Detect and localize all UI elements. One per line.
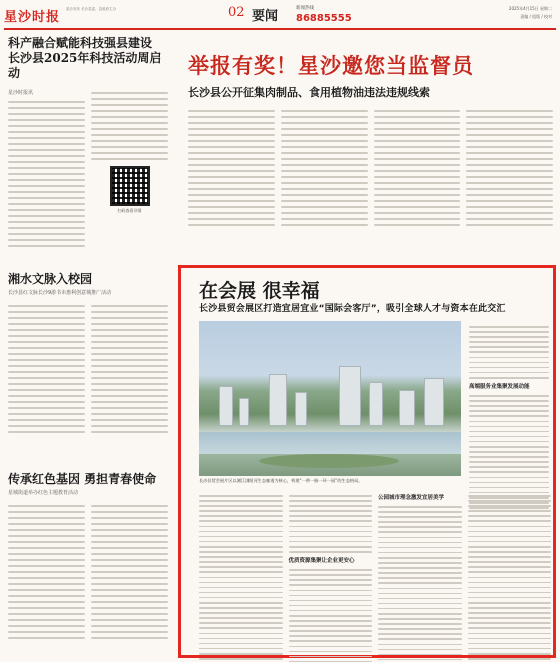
editor-meta: 责编 / 组版 / 校对 (520, 14, 552, 19)
article-title: 科产融合赋能科技强县建设 长沙县2025年科技活动周启动 (8, 36, 162, 80)
article-title: 湘水文脉入校园 (8, 272, 93, 286)
article-body (91, 305, 168, 437)
feature-col-2 (289, 490, 373, 662)
article-subtitle: 星城街道举办红色主题教育活动 (8, 490, 79, 496)
banner-text-col (466, 110, 553, 230)
article-tech-week (8, 36, 168, 251)
page-number: 02 (228, 5, 245, 20)
article-red-gene (8, 472, 168, 643)
hotline-label: 新闻热线 (296, 6, 314, 11)
feature-col-4 (468, 495, 552, 662)
banner-text-col (374, 110, 461, 230)
feature-body (199, 490, 551, 662)
article-body (91, 505, 168, 643)
banner-subtitle: 长沙县公开征集肉制品、食用植物油违法违规线索 (188, 86, 430, 99)
article-body (91, 92, 168, 160)
banner-text-col (188, 110, 275, 230)
article-subtitle: 长沙县红文脉长沙9游书市惠利创意城推广活动 (8, 290, 112, 296)
feature-subtitle: 长沙县贸会展区打造宜居宜业“国际会客厅”，吸引全球人才与资本在此交汇 (199, 304, 506, 314)
feature-aerial-photo (199, 321, 461, 476)
article-body (8, 101, 85, 247)
subhead: 优质资源集聚让企业更安心 (288, 558, 355, 565)
masthead (0, 0, 560, 30)
banner-text-col (281, 110, 368, 230)
qr-code[interactable] (110, 166, 150, 206)
feature-col-3 (378, 490, 462, 662)
article-title: 传承红色基因 勇担青春使命 (8, 472, 157, 486)
article-body (8, 305, 85, 437)
issue-date: 2025年4月15日 星期二 (508, 6, 552, 11)
photo-caption: 长沙县贸会展片区以湘江浏阳河生态廊道为核心，构建“一带一脉一环一园”的生态格局。 (199, 478, 363, 483)
feature-title: 在会展 很幸福 (199, 280, 320, 302)
banner-headline (188, 50, 558, 100)
feature-col-1 (199, 495, 283, 662)
banner-body (188, 105, 553, 230)
article-culture-school (8, 272, 168, 437)
article-body (8, 505, 85, 643)
subhead: 公园城市理念激发宜居美学 (378, 495, 445, 501)
section-name: 要闻 (252, 9, 279, 24)
feature-article-highlight[interactable] (178, 265, 556, 658)
header-rule (4, 28, 556, 30)
qr-caption: 扫码查看详情 (117, 208, 142, 213)
brand-subtitle: 星沙发布 长沙县委、县政府主办 (66, 7, 117, 11)
banner-title: 举报有奖！星沙邀您当监督员 (188, 53, 474, 78)
article-byline: 星沙时报讯 (8, 90, 34, 96)
newspaper-brand: 星沙时报 (4, 10, 61, 25)
subhead: 高端服务业集聚发展动能 (469, 384, 530, 391)
hotline-number: 86885555 (296, 13, 352, 24)
